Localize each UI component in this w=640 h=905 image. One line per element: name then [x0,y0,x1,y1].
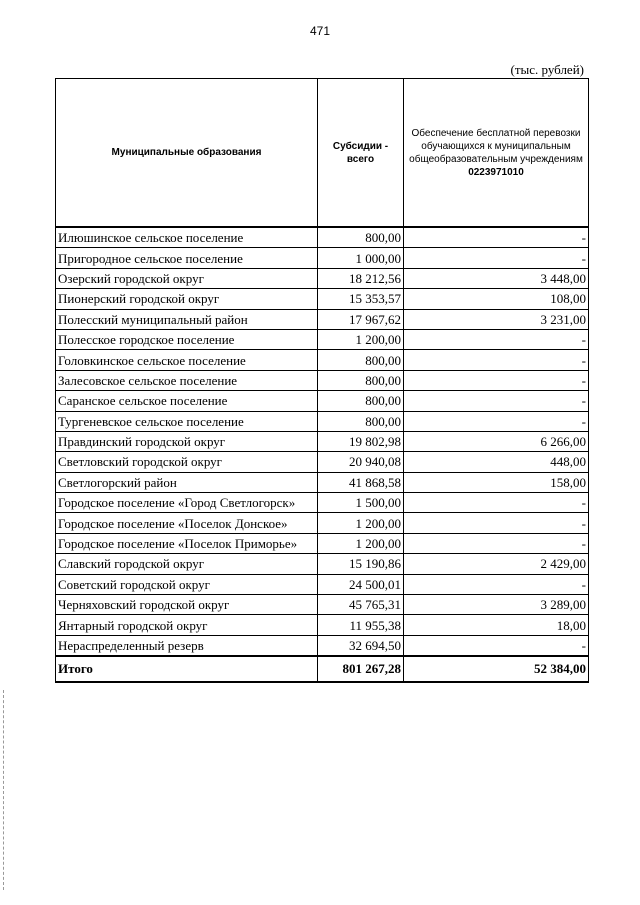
table-row [56,309,589,329]
table-row [56,595,589,615]
row-name: Славский городской округ [56,554,318,574]
total-row [56,656,589,682]
row-name: Светловский городской округ [56,452,318,472]
table-row [56,248,589,268]
row-subsidies: 1 200,00 [318,513,404,533]
row-transport: 3 448,00 [404,268,589,288]
row-subsidies: 1 200,00 [318,329,404,349]
row-name: Городское поселение «Поселок Приморье» [56,533,318,553]
row-transport: - [404,411,589,431]
row-transport: - [404,248,589,268]
row-transport: 108,00 [404,289,589,309]
table-row [56,513,589,533]
row-transport: - [404,513,589,533]
row-name: Советский городской округ [56,574,318,594]
header-subsidies-total: Субсидии - всего [318,79,404,228]
row-subsidies: 800,00 [318,370,404,390]
row-subsidies: 1 500,00 [318,493,404,513]
table-row [56,554,589,574]
row-name: Светлогорский район [56,472,318,492]
row-name: Полесское городское поселение [56,329,318,349]
row-subsidies: 24 500,01 [318,574,404,594]
scan-margin-line [3,690,6,890]
row-name: Тургеневское сельское поселение [56,411,318,431]
row-transport: - [404,635,589,656]
table-row [56,574,589,594]
total-transport: 52 384,00 [404,656,589,682]
total-label: Итого [56,656,318,682]
row-name: Городское поселение «Поселок Донское» [56,513,318,533]
row-transport: 448,00 [404,452,589,472]
table-row [56,268,589,288]
row-name: Нераспределенный резерв [56,635,318,656]
table-row [56,615,589,635]
table-row [56,493,589,513]
row-transport: 3 289,00 [404,595,589,615]
row-transport: 158,00 [404,472,589,492]
row-subsidies: 800,00 [318,227,404,248]
row-name: Саранское сельское поселение [56,391,318,411]
row-subsidies: 20 940,08 [318,452,404,472]
row-name: Головкинское сельское поселение [56,350,318,370]
row-subsidies: 19 802,98 [318,431,404,451]
row-subsidies: 800,00 [318,391,404,411]
table-row [56,533,589,553]
row-transport: 6 266,00 [404,431,589,451]
row-subsidies: 1 200,00 [318,533,404,553]
table-body [56,227,589,656]
row-name: Илюшинское сельское поселение [56,227,318,248]
table-row [56,329,589,349]
row-transport: 3 231,00 [404,309,589,329]
row-subsidies: 18 212,56 [318,268,404,288]
row-transport: 2 429,00 [404,554,589,574]
table-header-row [56,79,589,228]
row-subsidies: 800,00 [318,411,404,431]
page-number: 471 [309,24,331,38]
table-row [56,472,589,492]
row-subsidies: 800,00 [318,350,404,370]
table-row [56,370,589,390]
row-subsidies: 45 765,31 [318,595,404,615]
row-subsidies: 15 353,57 [318,289,404,309]
row-name: Залесовское сельское поселение [56,370,318,390]
row-subsidies: 15 190,86 [318,554,404,574]
row-name: Янтарный городской округ [56,615,318,635]
table-row [56,350,589,370]
table-row [56,411,589,431]
header-transport-text: Обеспечение бесплатной перевозки обучающихся к муниципальным общеобразовательным учреждениям [409,127,583,165]
row-name: Пригородное сельское поселение [56,248,318,268]
table-row [56,227,589,248]
header-municipalities: Муниципальные образования [56,79,318,228]
row-subsidies: 41 868,58 [318,472,404,492]
row-transport: - [404,350,589,370]
row-transport: 18,00 [404,615,589,635]
row-name: Пионерский городской округ [56,289,318,309]
table-row [56,289,589,309]
header-transport-code: 0223971010 [468,166,524,178]
row-transport: - [404,574,589,594]
row-name: Городское поселение «Город Светлогорск» [56,493,318,513]
units-label: (тыс. рублей) [510,62,584,77]
row-name: Правдинский городской округ [56,431,318,451]
row-transport: - [404,227,589,248]
row-subsidies: 32 694,50 [318,635,404,656]
row-name: Озерский городской округ [56,268,318,288]
table-row [56,391,589,411]
row-subsidies: 11 955,38 [318,615,404,635]
row-transport: - [404,329,589,349]
subsidies-table [55,78,589,683]
table-row [56,452,589,472]
table-row [56,431,589,451]
table-row [56,635,589,656]
row-transport: - [404,533,589,553]
row-name: Черняховский городской округ [56,595,318,615]
total-subsidies: 801 267,28 [318,656,404,682]
row-transport: - [404,493,589,513]
row-name: Полесский муниципальный район [56,309,318,329]
row-subsidies: 17 967,62 [318,309,404,329]
row-transport: - [404,370,589,390]
header-transport [404,79,589,228]
row-subsidies: 1 000,00 [318,248,404,268]
row-transport: - [404,391,589,411]
